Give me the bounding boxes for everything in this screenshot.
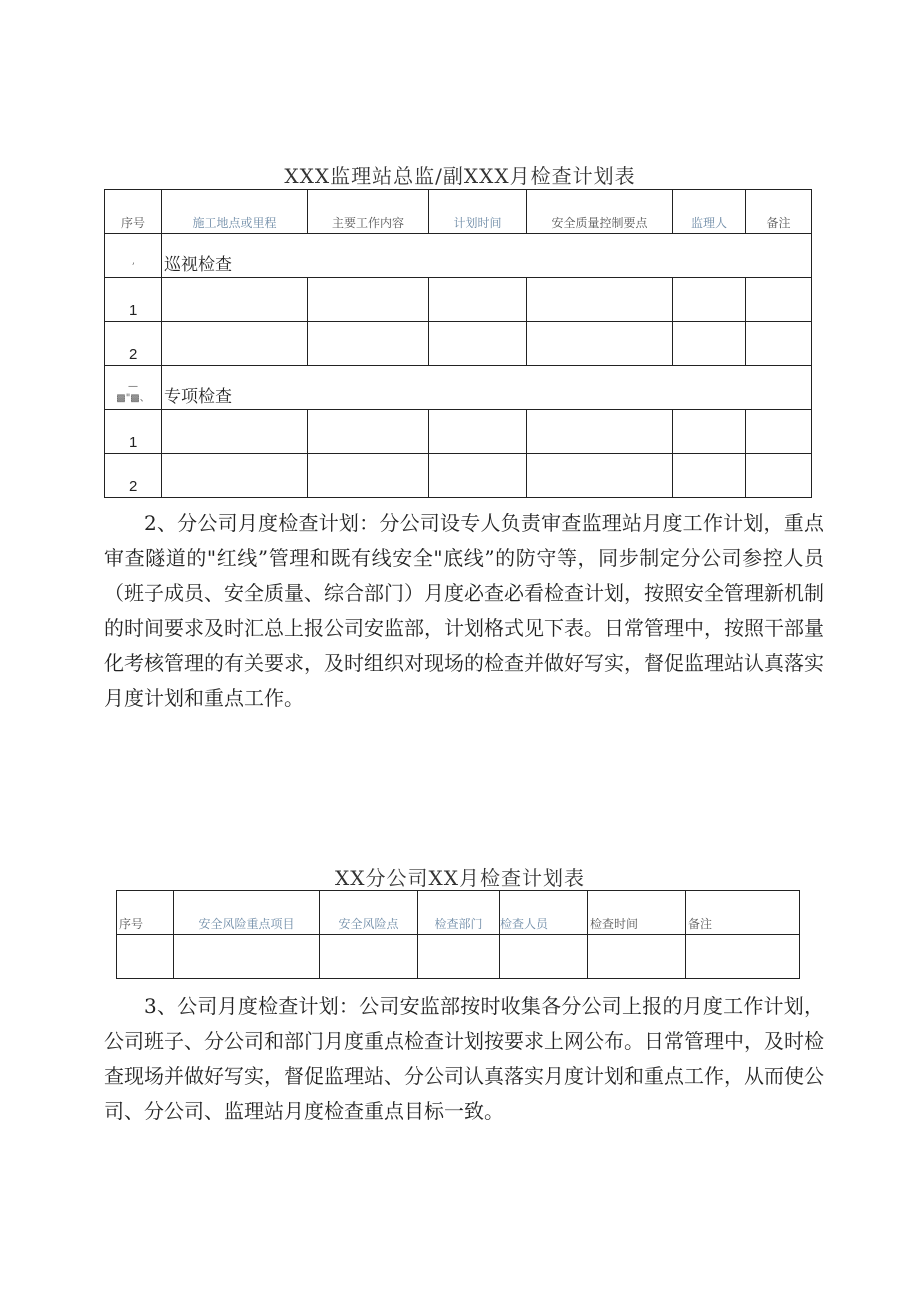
table-cell	[746, 454, 812, 498]
table-cell	[429, 322, 527, 366]
table-cell	[174, 935, 320, 979]
table-cell	[117, 935, 174, 979]
section-row	[105, 366, 812, 410]
table-cell	[686, 935, 800, 979]
table-cell	[429, 278, 527, 322]
table-header-row	[105, 190, 812, 234]
header-cell: 检查人员	[500, 891, 588, 935]
header-cell: 安全风险点	[320, 891, 418, 935]
table-row	[105, 322, 812, 366]
header-cell: 序号	[117, 891, 174, 935]
header-cell: 安全风险重点项目	[174, 891, 320, 935]
row-number: 1	[105, 278, 162, 322]
table-cell	[746, 410, 812, 454]
section-label: 巡视检查	[162, 234, 812, 278]
table-cell	[527, 322, 673, 366]
table-cell	[673, 278, 746, 322]
table-cell	[162, 322, 308, 366]
header-cell: 序号	[105, 190, 162, 234]
table-cell	[527, 410, 673, 454]
table1-title: XXX监理站总监/副XXX月检查计划表	[284, 164, 636, 188]
paragraph-branch-plan	[104, 506, 824, 716]
section-row	[105, 234, 812, 278]
table-cell	[320, 935, 418, 979]
table-cell	[308, 454, 429, 498]
table-cell	[308, 278, 429, 322]
header-cell: 主要工作内容	[308, 190, 429, 234]
paragraph-text: 3、公司月度检查计划：公司安监部按时收集各分公司上报的月度工作计划，公司班子、分公司和部门月度重点检查计划按要求上网公布。日常管理中，及时检查现场并做好写实，督促监理站、分公司认真落实月度计划和重点工作，从而使公司、分公司、监理站月度检查重点目标一致。	[104, 994, 824, 1123]
table-row	[117, 935, 800, 979]
table-cell	[162, 454, 308, 498]
table-cell	[429, 454, 527, 498]
table-cell	[673, 322, 746, 366]
section-label: 专项检查	[162, 366, 812, 410]
section-mark: — ▩"▩、	[105, 366, 162, 410]
section-mark: ʼ	[105, 234, 162, 278]
table-cell	[527, 454, 673, 498]
monthly-inspection-table-branch	[116, 890, 800, 979]
table-row	[105, 278, 812, 322]
table-header-row	[117, 891, 800, 935]
paragraph-company-plan	[104, 989, 824, 1129]
table-cell	[418, 935, 500, 979]
table-row	[105, 454, 812, 498]
row-number: 1	[105, 410, 162, 454]
header-cell: 监理人	[673, 190, 746, 234]
paragraph-text: 2、分公司月度检查计划：分公司设专人负责审查监理站月度工作计划，重点审查隧道的"红线”管理和既有线安全"底线”的防守等，同步制定分公司参控人员（班子成员、安全质量、综合部门）月度必查必看检查计划，按照安全管理新机制的时间要求及时汇总上报公司安监部，计划格式见下表。日常管理中，按照干部量化考核管理的有关要求，及时组织对现场的检查并做好写实，督促监理站认真落实月度计划和重点工作。	[104, 511, 824, 710]
table-cell	[527, 278, 673, 322]
header-cell: 施工地点或里程	[162, 190, 308, 234]
table-cell	[429, 410, 527, 454]
table-cell	[162, 410, 308, 454]
table-cell	[746, 322, 812, 366]
header-cell: 备注	[746, 190, 812, 234]
header-cell: 计划时间	[429, 190, 527, 234]
header-cell: 备注	[686, 891, 800, 935]
monthly-inspection-table-station	[104, 189, 812, 498]
header-cell: 安全质量控制要点	[527, 190, 673, 234]
table-cell	[308, 410, 429, 454]
table-cell	[746, 278, 812, 322]
table-cell	[673, 454, 746, 498]
table-cell	[308, 322, 429, 366]
row-number: 2	[105, 322, 162, 366]
table-cell	[588, 935, 686, 979]
row-number: 2	[105, 454, 162, 498]
header-cell: 检查部门	[418, 891, 500, 935]
header-cell: 检查时间	[588, 891, 686, 935]
table-cell	[500, 935, 588, 979]
table-row	[105, 410, 812, 454]
table2-title: XX分公司XX月检查计划表	[335, 866, 585, 890]
table-cell	[162, 278, 308, 322]
table-cell	[673, 410, 746, 454]
